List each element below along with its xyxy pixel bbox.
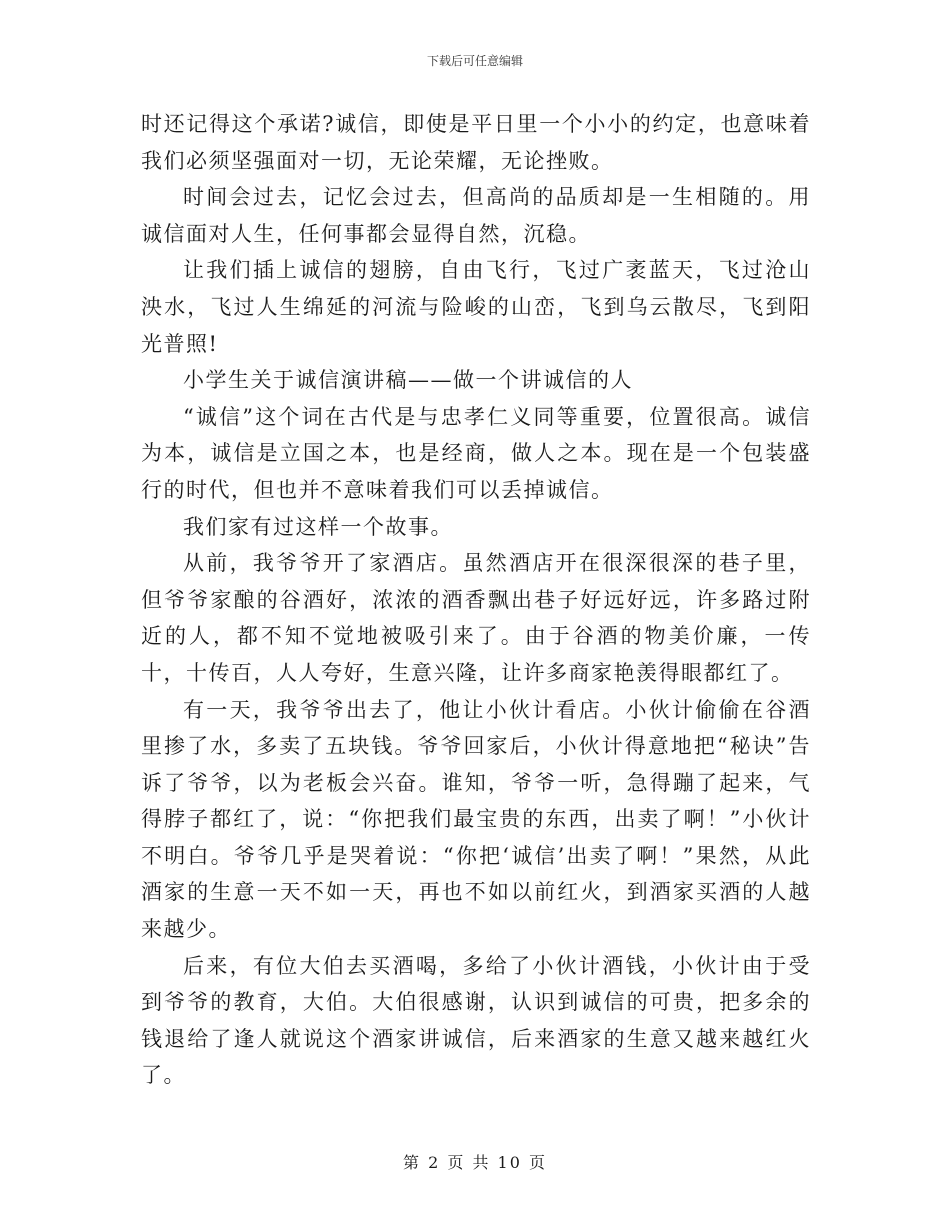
paragraph: 有一天，我爷爷出去了，他让小伙计看店。小伙计偷偷在谷酒里掺了水，多卖了五块钱。爷爷回家后，小伙计得意地把“秘诀”告诉了爷爷，以为老板会兴奋。谁知，爷爷一听，急得蹦了起来，气得脖子都红了，说：“你把我们最宝贵的东西，出卖了啊！”小伙计不明白。爷爷几乎是哭着说：“你把‘诚信’出卖了啊！”果然，从此酒家的生意一天不如一天，再也不如以前红火，到酒家买酒的人越来越少。 [141, 697, 811, 942]
document-body [141, 106, 811, 1094]
section-heading: 小学生关于诚信演讲稿——做一个讲诚信的人 [183, 368, 633, 393]
paragraph: 让我们插上诚信的翅膀，自由飞行，飞过广袤蓝天，飞过沧山泱水，飞过人生绵延的河流与险峻的山峦，飞到乌云散尽，飞到阳光普照! [141, 258, 811, 356]
page-number-footer: 第 2 页 共 10 页 [403, 1153, 547, 1172]
paragraph: 时间会过去，记忆会过去，但高尚的品质却是一生相随的。用诚信面对人生，任何事都会显得自然，沉稳。 [141, 185, 811, 246]
paragraph: 时还记得这个承诺?诚信，即使是平日里一个小小的约定，也意味着我们必须坚强面对一切，无论荣耀，无论挫败。 [141, 112, 811, 173]
paragraph: 从前，我爷爷开了家酒店。虽然酒店开在很深很深的巷子里，但爷爷家酿的谷酒好，浓浓的酒香飘出巷子好远好远，许多路过附近的人，都不知不觉地被吸引来了。由于谷酒的物美价廉，一传十，十传百，人人夸好，生意兴隆，让许多商家艳羡得眼都红了。 [141, 551, 811, 685]
paragraph: 我们家有过这样一个故事。 [183, 514, 453, 539]
page-header: 下载后可任意编辑 [426, 54, 523, 68]
paragraph: 后来，有位大伯去买酒喝，多给了小伙计酒钱，小伙计由于受到爷爷的教育，大伯。大伯很感谢，认识到诚信的可贵，把多余的钱退给了逢人就说这个酒家讲诚信，后来酒家的生意又越来越红火了。 [141, 953, 811, 1088]
paragraph: “诚信”这个词在古代是与忠孝仁义同等重要，位置很高。诚信为本，诚信是立国之本，也是经商，做人之本。现在是一个包装盛行的时代，但也并不意味着我们可以丢掉诚信。 [141, 404, 811, 502]
